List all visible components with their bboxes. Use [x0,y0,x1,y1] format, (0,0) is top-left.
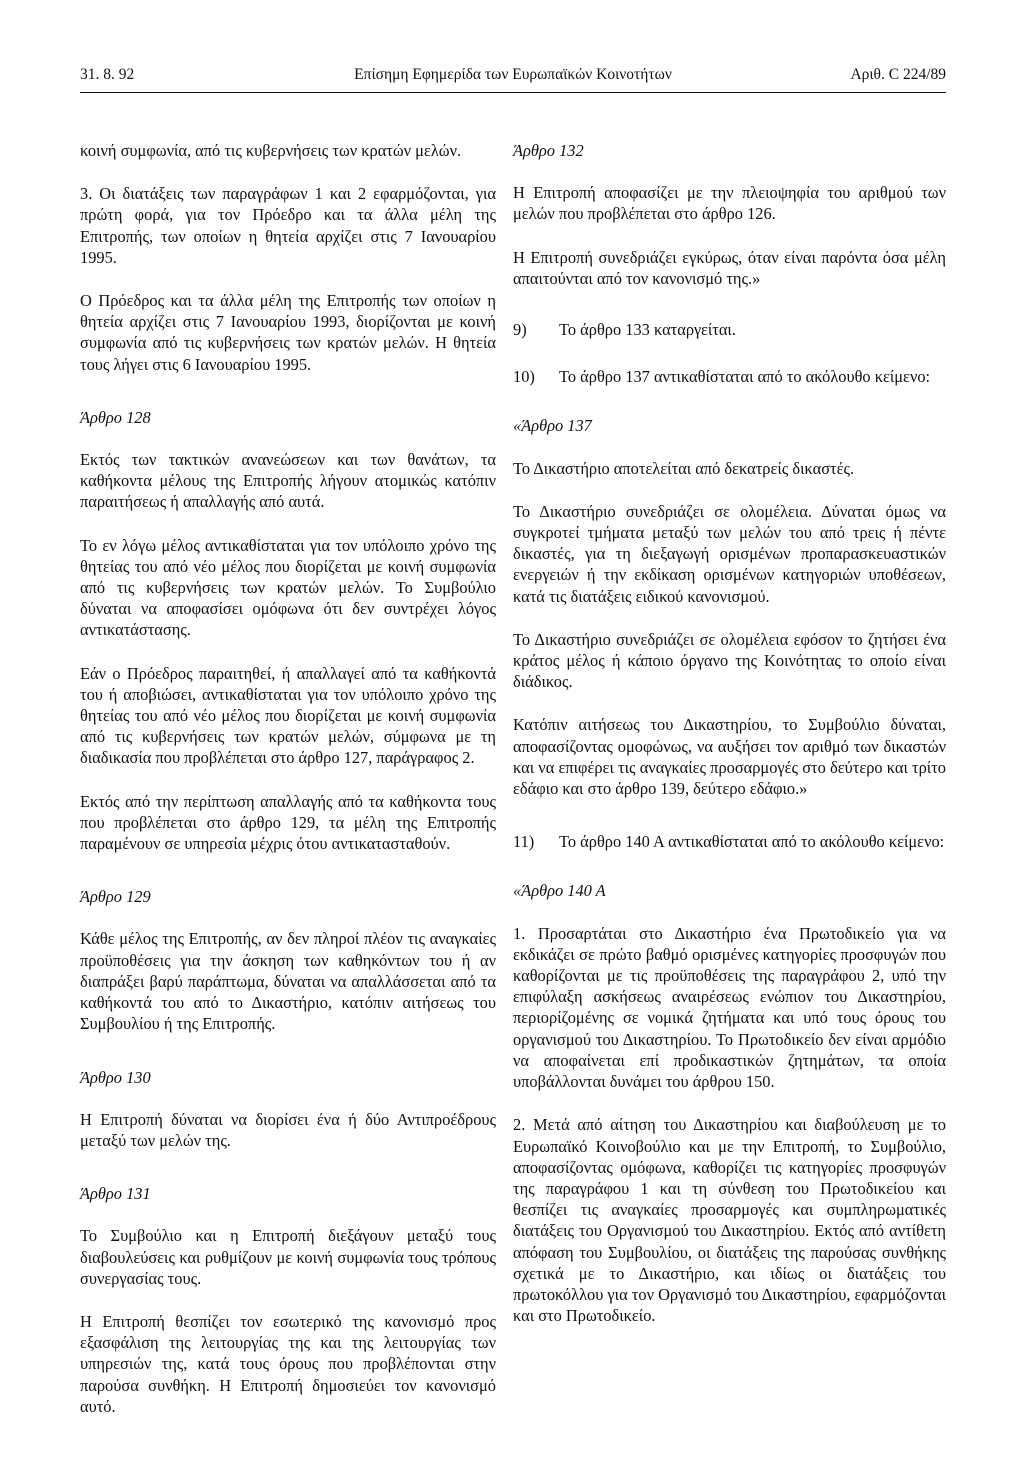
paragraph: Η Επιτροπή συνεδριάζει εγκύρως, όταν είναι παρόντα όσα μέλη απαιτούνται από τον κανονισμό της.» [513,247,946,288]
left-column [80,140,496,1439]
paragraph: Το Δικαστήριο συνεδριάζει σε ολομέλεια εφόσον το ζητήσει ένα κράτος μέλος ή κάποιο όργανο της Κοινότητας το οποίο είναι διάδικος. [513,629,946,692]
paragraph: Η Επιτροπή δύναται να διορίσει ένα ή δύο Αντιπροέδρους μεταξύ των μελών της. [80,1109,496,1150]
item-text: Το άρθρο 140 Α αντικαθίσταται από το ακόλουθο κείμενο: [559,832,945,852]
issue-reference: Αριθ. C 224/89 [850,66,946,83]
issue-date: 31. 8. 92 [80,66,135,83]
amendment-item-10 [513,366,946,387]
paragraph: Η Επιτροπή θεσπίζει τον εσωτερικό της κανονισμό προς εξασφάλιση της λειτουργίας της και της λειτουργίας των υπηρεσιών της, κατά τους όρους που προβλέπονται στην παρούσα συνθήκη. Η Επιτροπή δημοσιεύει τον κανονισμό αυτό. [80,1311,496,1416]
article-heading-137: «Άρθρο 137 [513,416,592,436]
paragraph: Κάθε μέλος της Επιτροπής, αν δεν πληροί πλέον τις αναγκαίες προϋποθέσεις για την άσκηση των καθηκόντων του ή αν διαπράξει βαρύ παράπτωμα, δύναται να απαλλάσσεται από τα καθήκοντά του από το Δικαστήριο, κατόπιν αιτήσεως του Συμβουλίου ή της Επιτροπής. [80,929,496,1034]
paragraph: Εκτός των τακτικών ανανεώσεων και των θανάτων, τα καθήκοντα μέλους της Επιτροπής λήγουν ατομικώς κατόπιν παραιτήσεως ή απαλλαγής από αυτά. [80,450,496,512]
paragraph: Το Συμβούλιο και η Επιτροπή διεξάγουν μεταξύ τους διαβουλεύσεις και ρυθμίζουν με κοινή συμφωνία τους τρόπους συνεργασίας τους. [80,1226,496,1288]
article-heading-128: Άρθρο 128 [80,407,151,427]
paragraph: Κατόπιν αιτήσεως του Δικαστηρίου, το Συμβούλιο δύναται, αποφασίζοντας ομοφώνως, να αυξήσει τον αριθμό των δικαστών και να επιφέρει τις αναγκαίες προσαρμογές στο δεύτερο και τρίτο εδάφιο και στο άρθρο 139, δεύτερο εδάφιο.» [513,715,946,799]
article-heading-130: Άρθρο 130 [80,1067,151,1087]
paragraph: Το εν λόγω μέλος αντικαθίσταται για τον υπόλοιπο χρόνο της θητείας του από νέο μέλος που διορίζεται με κοινή συμφωνία από τις κυβερνήσεις των κρατών μελών. Το Συμβούλιο δύναται να αποφασίσει ομόφωνα ότι δεν συντρέχει λόγος αντικατάστασης. [80,535,496,640]
paragraph: Το Δικαστήριο αποτελείται από δεκατρείς δικαστές. [513,458,855,478]
article-heading-129: Άρθρο 129 [80,887,151,907]
paragraph: 1. Προσαρτάται στο Δικαστήριο ένα Πρωτοδικείο για να εκδικάζει σε πρώτο βαθμό ορισμένες κατηγορίες προσφυγών που καθορίζονται με τις προϋποθέσεις της παραγράφου 2, υπό την επιφύλαξη ασκήσεως αναιρέσεως ενώπιον του Δικαστηρίου, περιορίζομένης σε νομικά ζητήματα και υπό τους όρους του οργανισμού του Δικαστηρίου. Το Πρωτοδικείο δεν είναι αρμόδιο να αποφαίνεται επί προδικαστικών ζητημάτων, τα οποία υποβάλλονται δυνάμει του άρθρου 150. [513,923,946,1092]
item-number: 9) [513,320,527,340]
paragraph: Ο Πρόεδρος και τα άλλα μέλη της Επιτροπής των οποίων η θητεία αρχίζει στις 7 Ιανουαρίου 1993, διορίζονται με κοινή συμφωνία από τις κυβερνήσεις των κρατών μελών. Η θητεία τους λήγει στις 6 Ιανουαρίου 1995. [80,291,496,374]
header-rule [80,92,946,93]
article-heading-140a: «Άρθρο 140 Α [513,881,606,901]
paragraph: κοινή συμφωνία, από τις κυβερνήσεις των κρατών μελών. [80,141,462,160]
item-number: 11) [513,832,535,852]
journal-title: Επίσημη Εφημερίδα των Ευρωπαϊκών Κοινοτήτων [354,66,672,83]
right-column [513,140,946,1348]
item-number: 10) [513,367,535,387]
article-heading-131: Άρθρο 131 [80,1184,151,1204]
paragraph: 2. Μετά από αίτηση του Δικαστηρίου και διαβούλευση με το Ευρωπαϊκό Κοινοβούλιο και με την Επιτροπή, το Συμβούλιο, αποφασίζοντας ομόφωνα, καθορίζει τις κατηγορίες προσφυγών της παραγράφου 1 και τη σύνθεση του Πρωτοδικείου και θεσπίζει τις αναγκαίες προσαρμογές και συμπληρωματικές διατάξεις του Οργανισμού του Δικαστηρίου. Εκτός από αντίθετη απόφαση του Συμβουλίου, οι διατάξεις της παρούσας συνθήκης σχετικά με το Δικαστήριο, και ιδίως οι διατάξεις του πρωτοκόλλου για τον Οργανισμό του Δικαστηρίου, εφαρμόζονται και στο Πρωτοδικείο. [513,1115,946,1326]
paragraph: Εάν ο Πρόεδρος παραιτηθεί, ή απαλλαγεί από τα καθήκοντά του ή αποβιώσει, αντικαθίσταται για τον υπόλοιπο χρόνο της θητείας του από νέο μέλος που διορίζεται με κοινή συμφωνία από τις κυβερνήσεις των κρατών μελών, σύμφωνα με τη διαδικασία που προβλέπεται στο άρθρο 127, παράγραφος 2. [80,663,496,768]
amendment-item-11 [513,831,946,852]
paragraph: Το Δικαστήριο συνεδριάζει σε ολομέλεια. Δύναται όμως να συγκροτεί τμήματα μεταξύ των μελών του από τρεις ή πέντε δικαστές, για τη διεξαγωγή ορισμένων προπαρασκευαστικών ενεργειών ή την εκδίκαση ορισμένων κατηγοριών υποθέσεων, κατά τις διατάξεις ειδικού κανονισμού. [513,501,946,606]
paragraph: Η Επιτροπή αποφασίζει με την πλειοψηφία του αριθμού των μελών που προβλέπεται στο άρθρο 126. [513,183,946,224]
item-text: Το άρθρο 133 καταργείται. [559,320,736,340]
amendment-item-9 [513,319,946,340]
article-heading-132: Άρθρο 132 [513,141,584,160]
item-text: Το άρθρο 137 αντικαθίσταται από το ακόλουθο κείμενο: [559,367,931,387]
page-header [80,66,946,92]
paragraph: 3. Οι διατάξεις των παραγράφων 1 και 2 εφαρμόζονται, για πρώτη φορά, για τον Πρόεδρο και τα άλλα μέλη της Επιτροπής, των οποίων η θητεία αρχίζει στις 7 Ιανουαρίου 1995. [80,184,496,267]
paragraph: Εκτός από την περίπτωση απαλλαγής από τα καθήκοντα τους που προβλέπεται στο άρθρο 129, τα μέλη της Επιτροπής παραμένουν σε υπηρεσία μέχρις ότου αντικατασταθούν. [80,791,496,854]
